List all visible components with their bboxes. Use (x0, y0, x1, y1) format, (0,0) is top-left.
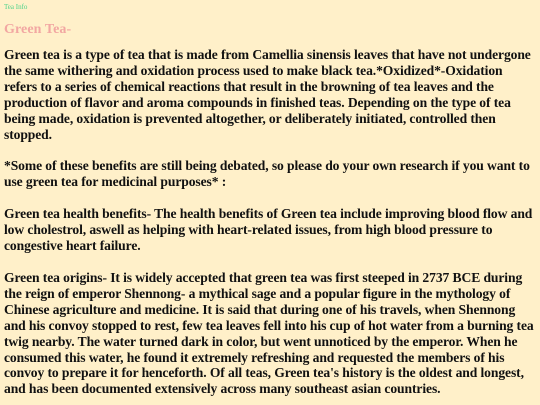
top-label: Tea Info (4, 3, 28, 11)
disclaimer-paragraph: *Some of these benefits are still being debated, so please do your own research if you want to use green tea for medicinal purposes* : (4, 158, 530, 190)
origins-paragraph: Green tea origins- It is widely accepted that green tea was first steeped in 2737 BCE during the reign of emperor Shennong- a mythical sage and a popular figure in the mythology of Chinese agriculture and medicine. It is said that during one of his travels, when Shennong and his convoy stopped to rest, few tea leaves fell into his cup of hot water from a burning tea twig nearby. The water turned dark in color, but went unnoticed by the emperor. When he consumed this water, he found it extremely refreshing and requested the members of his convoy to prepare it for henceforth. Of all teas, Green tea's history is the oldest and longest, and has been documented extensively across many southeast asian countries. (4, 269, 534, 397)
health-benefits-paragraph: Green tea health benefits- The health benefits of Green tea include improving blood flow and low cholestrol, aswell as helping with heart-related issues, from high blood pressure to congestive heart failure. (4, 206, 533, 254)
page-title: Green Tea- (4, 22, 72, 37)
intro-paragraph: Green tea is a type of tea that is made from Camellia sinensis leaves that have not undergone the same withering and oxidation process used to make black tea.*Oxidized*-Oxidation refers to a series of chemical reactions that result in the browning of tea leaves and the production of flavor and aroma compounds in finished teas. Depending on the type of tea being made, oxidation is prevented altogether, or deliberately initiated, controlled then stopped. (4, 47, 531, 142)
